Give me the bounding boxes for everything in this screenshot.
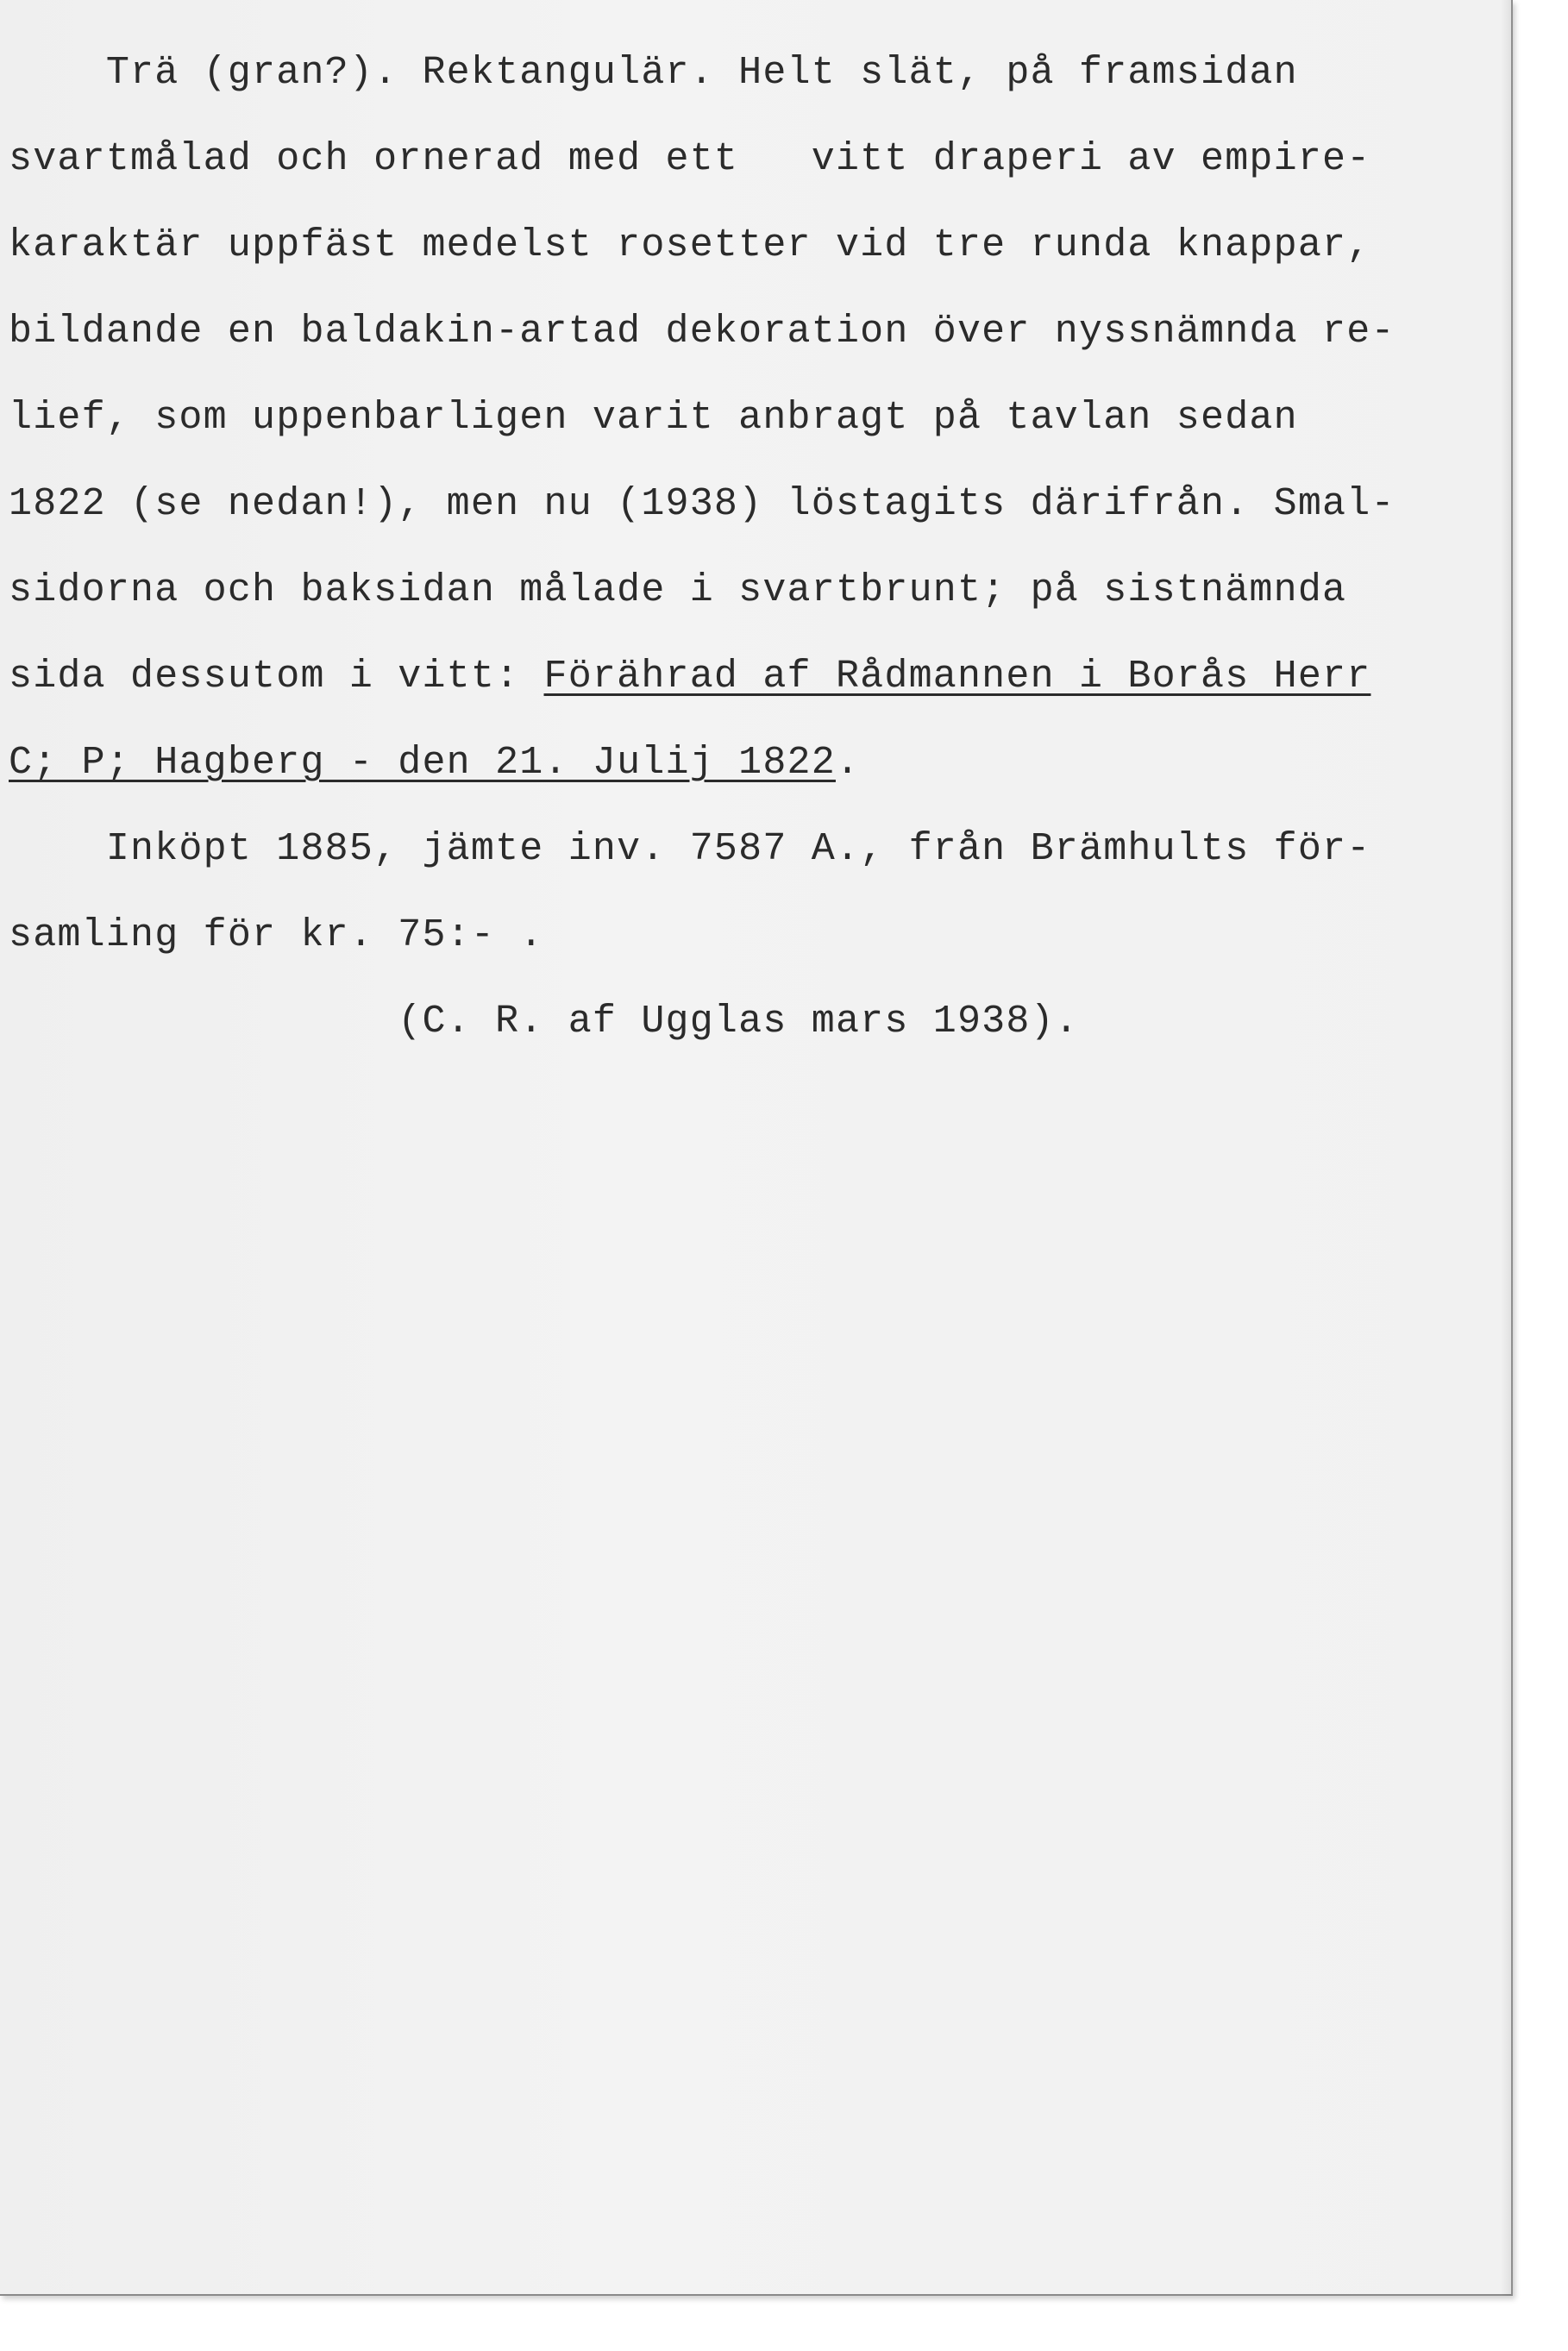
text-line-9 bbox=[9, 741, 861, 785]
text-line-10: Inköpt 1885, jämte inv. 7587 A., från Brämhults för- bbox=[9, 827, 1371, 871]
signature-line: (C. R. af Ugglas mars 1938). bbox=[9, 1000, 1079, 1044]
paper-edge-shadow bbox=[1501, 0, 1513, 2296]
inscription-intro: sida dessutom i vitt: bbox=[9, 655, 544, 699]
text-line-2: svartmålad och ornerad med ett vitt draperi av empire- bbox=[9, 137, 1371, 181]
text-line-3: karaktär uppfäst medelst rosetter vid tre runda knappar, bbox=[9, 223, 1371, 267]
text-line-6: 1822 (se nedan!), men nu (1938) löstagits därifrån. Smal- bbox=[9, 482, 1396, 526]
text-line-7: sidorna och baksidan målade i svartbrunt; på sistnämnda bbox=[9, 568, 1347, 612]
text-line-5: lief, som uppenbarligen varit anbragt på tavlan sedan bbox=[9, 396, 1298, 440]
text-line-4: bildande en baldakin-artad dekoration över nyssnämnda re- bbox=[9, 310, 1396, 354]
text-line-1: Trä (gran?). Rektangulär. Helt slät, på framsidan bbox=[9, 51, 1298, 95]
inscription-text-part2: C; P; Hagberg - den 21. Julij 1822 bbox=[9, 741, 836, 785]
text-line-8 bbox=[9, 655, 1371, 699]
text-line-11: samling för kr. 75:- . bbox=[9, 913, 544, 957]
inscription-text-part1: Förährad af Rådmannen i Borås Herr bbox=[543, 655, 1371, 699]
inscription-end-period: . bbox=[835, 741, 861, 785]
